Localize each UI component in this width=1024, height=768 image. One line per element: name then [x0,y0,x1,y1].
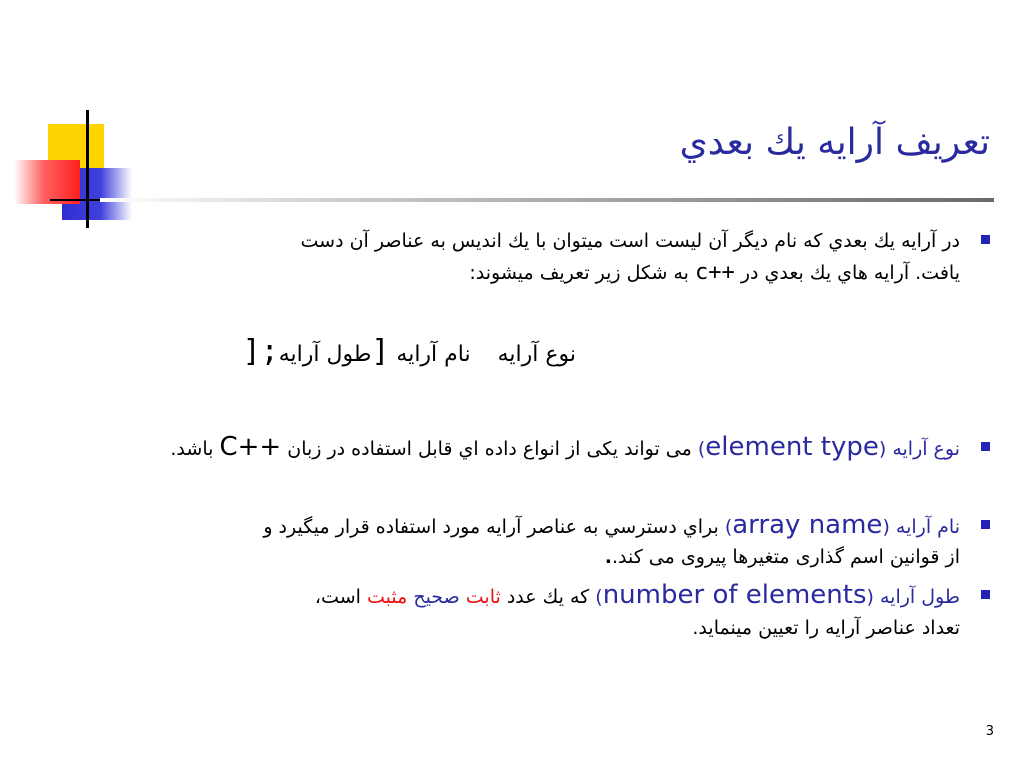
array-length-line2: تعداد عناصر آرايه را تعيين مينمايد. [692,617,960,639]
paren-open: ( [866,586,874,608]
array-name-text: براي دسترسي به عناصر آرايه مورد استفاده قرار میگیرد و [263,516,719,538]
syntax-open-bracket: [ [371,334,390,369]
paren-close: ) [724,516,733,538]
array-length-integer: صحيح [413,586,460,608]
bullet-definition-line1: در آرایه يك بعدي كه نام ديگر آن ليست است ميتوان با يك انديس به عناصر آن دست [300,230,960,252]
array-name-dot: . [604,546,612,568]
array-length-constant: ثابت [465,586,501,608]
bullet-square-icon [981,590,990,599]
bullet-square-icon [981,520,990,529]
decor-vertical-line [86,110,89,228]
cpp-label: c++ [695,260,735,285]
paren-close: ) [697,438,706,460]
array-name-line2 [110,542,960,572]
paren-close: ) [595,586,603,608]
array-length-english: number of elements [602,580,867,610]
title-underline-rule [100,198,994,202]
bullet-definition-line2 [140,257,960,289]
array-syntax [243,334,576,369]
array-name-english: array name [732,510,883,540]
array-length-label: طول آرايه [880,586,960,608]
bullet-definition [140,225,960,289]
element-type-text-end: باشد. [170,438,214,460]
bullet-array-length [140,580,960,644]
element-type-label: نوع آرايه [892,438,960,460]
bullet-element-type [140,432,960,464]
syntax-close: ]; [242,334,279,369]
page-number: 3 [985,724,994,739]
paren-open: ( [878,438,887,460]
slide-title: تعریف آرایه يك بعدي [679,122,990,163]
element-type-english: element type [705,432,879,462]
array-length-positive: مثبت [366,586,408,608]
bullet-definition-text-a: يافت. آرايه هاي يك بعدي در [740,262,960,284]
syntax-length: طول آرایه [278,342,372,367]
bullet-array-name [110,510,960,572]
syntax-type: نوع آرایه [497,342,576,367]
array-length-text-b: است، [314,586,361,608]
bullet-square-icon [981,235,990,244]
syntax-name: نام آرایه [396,342,471,367]
decor-red-square [14,160,80,204]
element-type-text: می تواند یکی از انواع داده اي قابل استفاده در زبان [287,438,692,460]
bullet-definition-text-b: به شكل زير تعريف ميشوند: [469,262,689,284]
bullet-square-icon [981,442,990,451]
cpp-label: C++ [219,432,282,462]
array-length-text-a: كه يك عدد [506,586,590,608]
paren-open: ( [882,516,890,538]
array-name-label: نام آرايه [895,516,960,538]
array-name-line2-text: از قوانین اسم گذاری متغیرها پیروی می کند. [611,546,960,568]
